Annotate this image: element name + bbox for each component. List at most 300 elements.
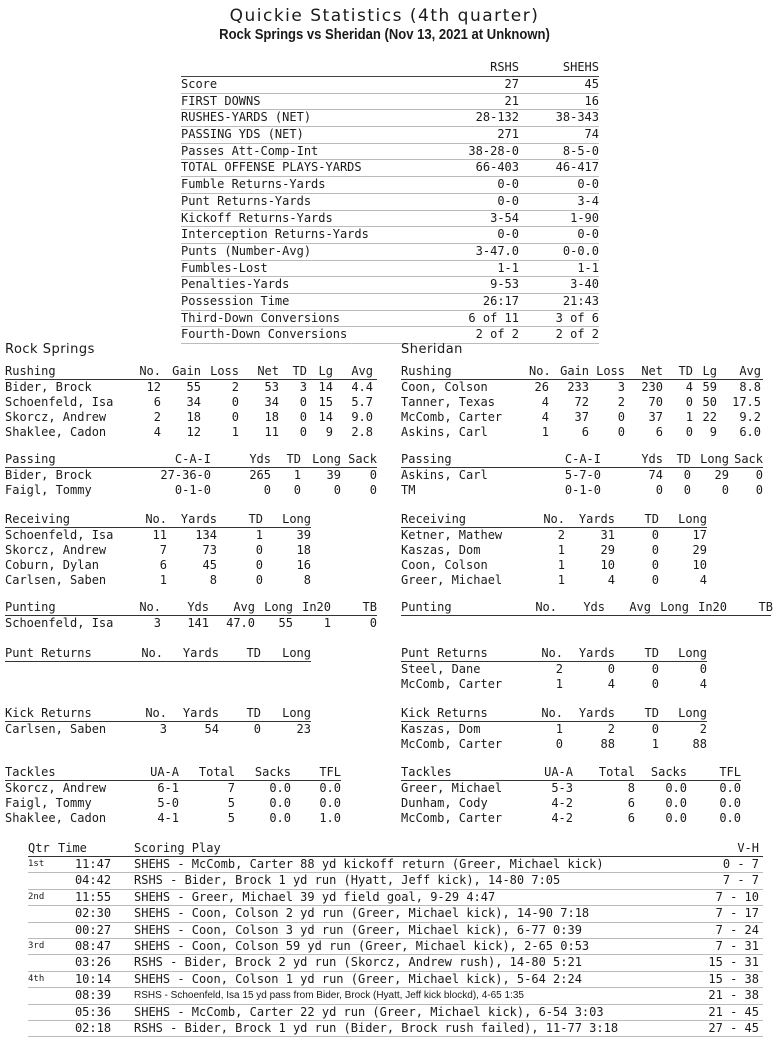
summary-row [181,194,599,211]
stat-value: 8 [303,573,311,587]
summary-value: 16 [584,93,599,108]
player-row [401,380,763,395]
summary-label: Possession Time [181,293,290,308]
player-name: Bider, Brock [5,380,92,394]
stat-value: 5-3 [551,781,573,795]
stat-value: 1 [555,722,563,736]
column-header: Gain [560,364,589,378]
stat-value: 2.8 [351,425,373,439]
score-time: 10:14 [74,971,112,986]
stat-value: 72 [574,395,589,409]
summary-value: 3 of 6 [555,310,599,325]
summary-value: 0-0 [497,227,519,242]
column-header: TD [246,646,261,660]
summary-value: 38-343 [555,110,599,125]
stat-value: 4 [153,425,161,439]
player-row [5,558,311,573]
player-row [5,781,341,796]
player-row [5,425,377,440]
left-rushing-section [5,364,377,440]
left-tackles-section [5,765,341,826]
stat-value: 10 [600,558,615,572]
quarter-label [28,923,58,938]
scoring-play: SHEHS - Coon, Colson 59 yd run (Greer, Michael kick), 2-65 0:53 [134,938,590,953]
column-header: TD [286,452,301,466]
stat-value: 12 [186,425,201,439]
stat-value: 2 [557,528,565,542]
stat-value: 14 [318,380,333,394]
stat-value: 4 [685,380,693,394]
right-receiving-section [401,512,707,588]
player-name: TM [401,483,416,497]
summary-col-header: RSHS [490,60,519,74]
summary-row [181,311,599,328]
stat-value: 4-1 [157,811,179,825]
stat-value: 2 [699,722,707,736]
player-row [5,573,311,588]
player-name: Coon, Colson [401,558,488,572]
running-score: 7 - 10 [715,889,759,904]
stat-value: 73 [202,543,217,557]
player-name: Greer, Michael [401,781,503,795]
stat-value: 0 [369,468,377,482]
stat-value: 22 [702,410,717,424]
score-time: 05:36 [74,1004,112,1019]
stat-value: 2 [607,722,615,736]
stat-value: 10 [692,558,707,572]
stat-value: 1 [557,543,565,557]
summary-value: 3-4 [577,193,599,208]
player-row [401,395,763,410]
quarter-label [28,1005,58,1020]
section-title: Kick Returns [5,706,92,720]
player-row [401,543,707,558]
summary-row [181,244,599,261]
stat-value: 4-2 [551,811,573,825]
scoring-play: SHEHS - McComb, Carter 88 yd kickoff return (Greer, Michael kick) [134,857,604,871]
stat-value: 47.0 [226,616,255,630]
stat-value: 15 [318,395,333,409]
player-row [5,543,311,558]
passing-header-row [401,452,763,468]
stat-value: 29 [600,543,615,557]
punting-header-row [401,600,771,616]
player-row [401,528,707,543]
stat-value: 1 [555,677,563,691]
summary-row [181,327,599,344]
stat-value: 5.7 [351,395,373,409]
column-header: Long [678,646,707,660]
scoring-row [28,988,763,1004]
score-time: 03:26 [74,955,112,970]
player-name: Faigl, Tommy [5,483,92,497]
column-header: Long [282,646,311,660]
scoring-row [28,1021,763,1037]
column-header: Long [282,512,311,526]
stat-value: 0 [651,528,659,542]
stat-value: 1.0 [319,811,341,825]
summary-value: 26:17 [482,293,519,308]
column-header: UA-A [544,765,573,779]
player-name: McComb, Carter [401,677,503,691]
summary-value: 46-417 [555,160,599,175]
punt-returns-header-row [401,646,707,662]
player-name: Askins, Carl [401,468,488,482]
summary-value: 27 [504,77,519,91]
stat-value: 0 [231,395,239,409]
player-row [401,722,707,737]
column-header: No. [145,706,167,720]
column-header: Yards [182,646,219,660]
player-name: Coburn, Dylan [5,558,99,572]
quarter-label: 4th [28,973,45,984]
column-header: Long [700,452,729,466]
stat-value: 2 [617,395,625,409]
column-header: Scoring Play [134,841,221,855]
column-header: Lg [318,364,333,378]
player-row [5,722,311,737]
column-header: No. [541,706,563,720]
summary-row [181,227,599,244]
stat-value: 74 [648,468,663,482]
summary-value: 0-0 [497,177,519,192]
running-score: 15 - 31 [708,955,759,970]
stat-value: 37 [574,410,589,424]
stat-value: 2 [555,662,563,676]
stat-value: 17.5 [732,395,761,409]
player-name: Kaszas, Dom [401,722,481,736]
stat-value: 0 [293,483,301,497]
column-header: Yards [578,512,615,526]
stat-value: 230 [641,380,663,394]
stat-value: 27-36-0 [160,468,211,482]
score-time: 08:39 [74,988,112,1003]
column-header: Long [660,600,689,614]
column-header: TD [644,706,659,720]
scoring-play: RSHS - Bider, Brock 1 yd run (Hyatt, Jeff kick), 14-80 7:05 [134,873,561,888]
player-row [401,410,763,425]
stat-value: 16 [296,558,311,572]
player-name: Kaszas, Dom [401,543,481,557]
left-passing-section [5,452,377,498]
player-row [401,425,763,440]
stat-value: 6 [655,425,663,439]
scoring-summary-table [28,841,763,1037]
stat-value: 0 [683,468,691,482]
column-header: Sack [734,452,763,466]
stat-value: 8.8 [739,380,761,394]
section-title: Punt Returns [401,646,488,660]
column-header: Yards [182,706,219,720]
stat-value: 233 [567,380,589,394]
column-header: V-H [737,841,759,855]
section-title: Punting [5,600,56,614]
stat-value: 0 [617,425,625,439]
player-name: Skorcz, Andrew [5,781,107,795]
stat-value: 54 [204,722,219,736]
stat-value: 6 [159,558,167,572]
stat-value: 0 [651,722,659,736]
stat-value: 50 [702,395,717,409]
column-header: UA-A [150,765,179,779]
quarter-label [28,988,58,1003]
stat-value: 0 [651,677,659,691]
column-header: Yds [249,452,271,466]
summary-row [181,177,599,194]
right-passing-section [401,452,763,498]
column-header: Long [312,452,341,466]
punt-returns-header-row [5,646,311,662]
stat-value: 0.0 [665,796,687,810]
running-score: 7 - 31 [715,938,759,953]
player-name: McComb, Carter [401,737,503,751]
stat-value: 9 [709,425,717,439]
summary-value: 1-1 [497,260,519,275]
rushing-header-row [401,364,763,380]
stat-value: 0.0 [319,796,341,810]
summary-label: Fumble Returns-Yards [181,177,326,192]
summary-label: Interception Returns-Yards [181,227,369,242]
summary-value: 9-53 [490,277,519,292]
stat-value: 0 [651,662,659,676]
column-header: TD [246,706,261,720]
column-header: Sacks [254,765,291,779]
summary-row [181,77,599,94]
column-header: Yards [578,646,615,660]
stat-value: 6 [627,811,635,825]
column-header: Lg [702,364,717,378]
column-header: No. [141,646,163,660]
player-row [5,395,377,410]
stat-value: 3 [153,616,161,630]
scoring-play: SHEHS - Coon, Colson 2 yd run (Greer, Michael kick), 14-90 7:18 [134,906,590,921]
stat-value: 3 [617,380,625,394]
stat-value: 31 [600,528,615,542]
stat-value: 4 [541,395,549,409]
player-row [401,811,741,826]
scoring-play: SHEHS - Coon, Colson 1 yd run (Greer, Michael kick), 5-64 2:24 [134,971,582,986]
scoring-row [28,1005,763,1021]
team-name-away: Sheridan [401,342,463,357]
stat-value: 5 [227,796,235,810]
stat-value: 88 [692,737,707,751]
column-header: Yards [578,706,615,720]
rushing-header-row [5,364,377,380]
player-row [401,781,741,796]
stat-value: 11 [152,528,167,542]
column-header: No. [145,512,167,526]
summary-value: 271 [497,127,519,142]
summary-label: Penalties-Yards [181,277,290,292]
stat-value: 0 [651,543,659,557]
stat-value: 0.0 [719,781,741,795]
summary-label: PASSING YDS (NET) [181,127,304,142]
column-header: TD [644,512,659,526]
stat-value: 0 [651,558,659,572]
stat-value: 0 [299,425,307,439]
stat-value: 12 [146,380,161,394]
tackles-header-row [5,765,341,781]
quarter-label: 2nd [28,891,45,902]
scoring-row [28,873,763,889]
section-title: Receiving [401,512,467,526]
stat-value: 29 [714,468,729,482]
stat-value: 0 [333,483,341,497]
page-subtitle: Rock Springs vs Sheridan (Nov 13, 2021 at Unknown) [219,27,550,43]
stat-value: 39 [326,468,341,482]
column-header: No. [535,600,557,614]
player-row [5,796,341,811]
stat-value: 4 [699,677,707,691]
page-title: Quickie Statistics (4th quarter) [229,6,540,26]
left-punt-returns-section [5,646,311,662]
stat-value: 1 [231,425,239,439]
stat-value: 23 [296,722,311,736]
scoring-row [28,939,763,955]
section-title: Passing [5,452,56,466]
summary-row [181,277,599,294]
stat-value: 0 [255,543,263,557]
stat-value: 0 [231,410,239,424]
stat-value: 6.0 [739,425,761,439]
stat-value: 4-2 [551,796,573,810]
passing-header-row [5,452,377,468]
stat-value: 88 [600,737,615,751]
player-row [401,796,741,811]
summary-row [181,160,599,177]
receiving-header-row [401,512,707,528]
score-time: 04:42 [74,873,112,888]
player-row [5,811,341,826]
summary-value: 0-0 [497,193,519,208]
summary-value: 74 [584,127,599,142]
summary-value: 2 of 2 [555,327,599,342]
quarter-label [28,906,58,921]
stat-value: 17 [692,528,707,542]
column-header: C-A-I [174,452,211,466]
summary-label: Score [181,77,218,91]
stat-value: 0 [699,662,707,676]
column-header: Long [264,600,293,614]
column-header: Long [678,706,707,720]
stat-value: 0 [555,737,563,751]
player-row [5,528,311,543]
scoring-row [28,955,763,971]
scoring-play: SHEHS - Greer, Michael 39 yd field goal, 9-29 4:47 [134,889,496,904]
column-header: Avg [629,600,651,614]
left-kick-returns-section [5,706,311,737]
left-receiving-section [5,512,311,588]
summary-label: Passes Att-Comp-Int [181,143,319,158]
running-score: 27 - 45 [708,1020,759,1035]
column-header: Yds [583,600,605,614]
stat-value: 53 [264,380,279,394]
summary-label: Fourth-Down Conversions [181,327,348,342]
stat-value: 2 [231,380,239,394]
column-header: TFL [719,765,741,779]
section-title: Kick Returns [401,706,488,720]
scoring-play: RSHS - Schoenfeld, Isa 15 yd pass from Bider, Brock (Hyatt, Jeff kick blockd), 4-65 1:35 [134,990,524,1002]
summary-row [181,261,599,278]
summary-row [181,144,599,161]
column-header: TD [644,646,659,660]
stat-value: 4 [699,573,707,587]
stat-value: 1 [651,737,659,751]
summary-label: Punt Returns-Yards [181,193,312,208]
player-name: Ketner, Mathew [401,528,503,542]
column-header: Qtr [28,841,50,855]
player-row [401,662,707,677]
column-header: No. [529,364,551,378]
column-header: In20 [302,600,331,614]
stat-value: 0 [651,573,659,587]
right-tackles-section [401,765,741,826]
stat-value: 4.4 [351,380,373,394]
summary-header-spacer [181,60,391,76]
scoring-header [28,841,763,857]
section-title: Punting [401,600,452,614]
column-header: No. [139,364,161,378]
stat-value: 0 [255,573,263,587]
score-time: 00:27 [74,922,112,937]
stat-value: 4 [607,677,615,691]
tackles-header-row [401,765,741,781]
quarter-label [28,955,58,970]
stat-value: 45 [202,558,217,572]
player-row [401,573,707,588]
summary-row [181,94,599,111]
stat-value: 7 [227,781,235,795]
stat-value: 9 [325,425,333,439]
score-time: 11:55 [74,889,112,904]
stat-value: 0-1-0 [174,483,211,497]
summary-value: 6 of 11 [468,310,519,325]
stat-value: 0 [263,483,271,497]
stat-value: 0 [755,483,763,497]
stat-value: 0 [685,395,693,409]
summary-col-header: SHEHS [562,60,599,74]
stat-value: 4 [541,410,549,424]
summary-label: Fumbles-Lost [181,260,268,275]
stat-value: 0 [369,616,377,630]
column-header: TD [248,512,263,526]
left-punting-section [5,600,377,631]
summary-value: 45 [584,77,599,91]
stat-value: 0.0 [319,781,341,795]
right-punting-section [401,600,771,616]
score-time: 11:47 [74,857,112,871]
scoring-row [28,857,763,873]
stat-value: 0 [755,468,763,482]
stat-value: 1 [255,528,263,542]
stat-value: 18 [186,410,201,424]
summary-value: 1-90 [570,210,599,225]
score-time: 08:47 [74,938,112,953]
stat-value: 0.0 [719,811,741,825]
column-header: Sacks [650,765,687,779]
quarter-label [28,873,58,888]
stat-value: 0 [655,483,663,497]
scoring-play: RSHS - Bider, Brock 2 yd run (Skorcz, Andrew rush), 14-80 5:21 [134,955,582,970]
stat-value: 0 [685,425,693,439]
summary-value: 0-0.0 [562,243,599,258]
stat-value: 18 [264,410,279,424]
stat-value: 26 [534,380,549,394]
running-score: 15 - 38 [708,971,759,986]
column-header: Avg [351,364,373,378]
player-name: Faigl, Tommy [5,796,92,810]
quarter-label [28,1021,58,1036]
